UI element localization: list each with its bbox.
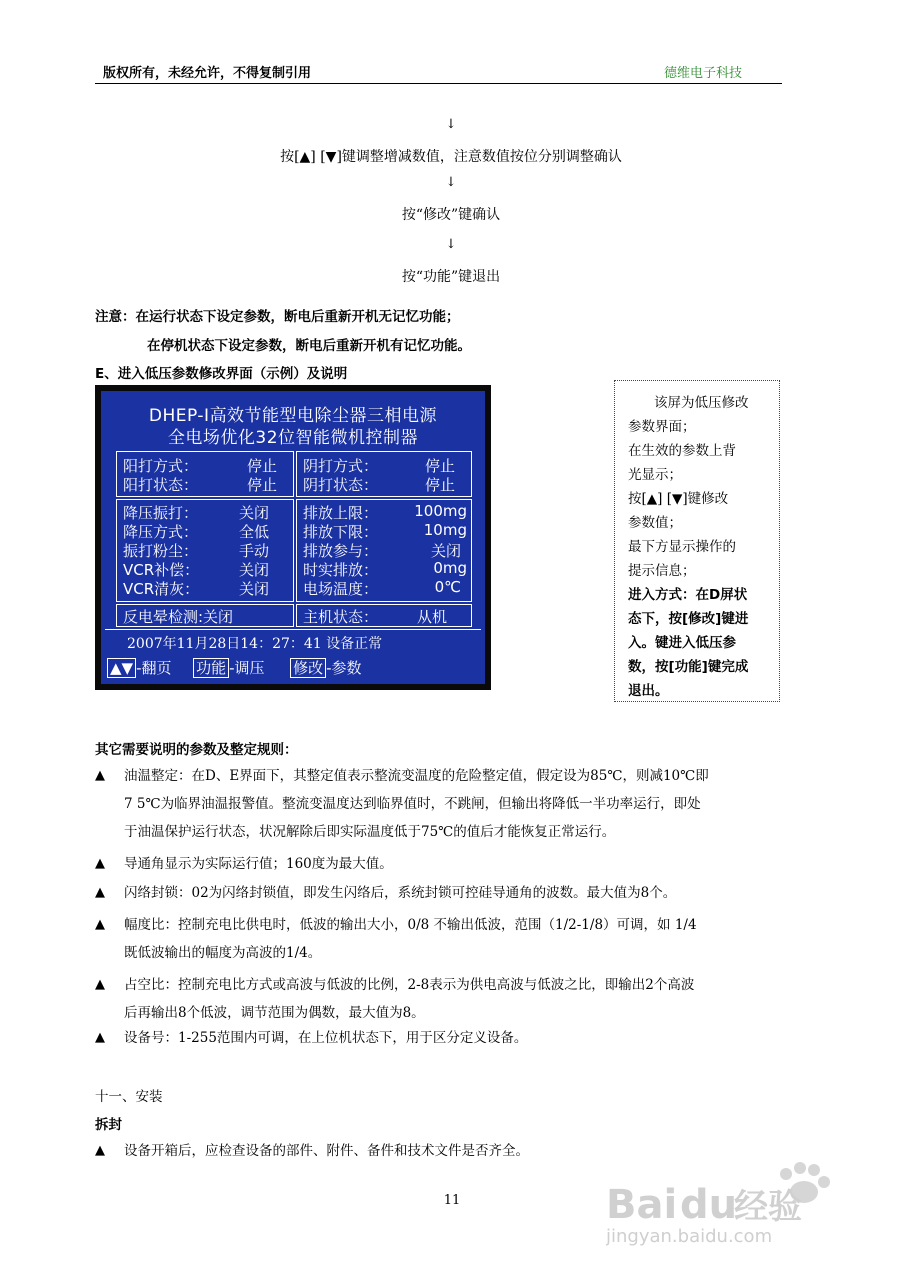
- panel-host-status: 主机状态： 从机: [296, 604, 472, 627]
- side-note: [614, 380, 780, 702]
- bullet-flashover-lock: ▲ 闪络封锁：02为闪络封锁值，即发生闪络后，系统封锁可控硅导通角的波数。最大值为8个。: [95, 879, 807, 907]
- header-copyright: 版权所有，未经允许，不得复制引用: [103, 66, 312, 81]
- lcd-title-1: DHEP-I高效节能型电除尘器三相电源: [148, 406, 438, 426]
- bullet-unpack: ▲ 设备开箱后，应检查设备的部件、附件、备件和技术文件是否齐全。: [95, 1137, 807, 1165]
- bullet-continuation: 后再输出8个低波，调节范围为偶数，最大值为8。: [124, 1005, 425, 1021]
- panel-back-corona: [116, 604, 294, 627]
- adjust-label: -调压: [229, 659, 265, 677]
- svg-text:Bai: Bai: [606, 1182, 678, 1228]
- panel-anode: 阳打方式： 停止 阳打状态： 停止: [116, 451, 294, 497]
- bullet-oil-temp: ▲ 油温整定：在D、E界面下，其整定值表示整流变温度的危险整定值，假定设为85℃，则减10℃即: [95, 762, 807, 790]
- page-number: 11: [443, 1193, 461, 1208]
- flow-arrow: ↓: [445, 237, 457, 252]
- side-note-line: 参数值；: [628, 515, 682, 531]
- bullet-device-number: ▲ 设备号：1-255范围内可调，在上位机状态下，用于区分定义设备。: [95, 1024, 807, 1052]
- side-note-line: 光显示；: [628, 467, 682, 483]
- side-note-line: 进入方式：在D屏状: [628, 587, 748, 603]
- side-note-line: 最下方显示操作的: [628, 539, 736, 555]
- section-e-title: E、进入低压参数修改界面（示例）及说明: [95, 366, 348, 382]
- side-note-line: 数，按[功能]键完成: [628, 659, 749, 675]
- lcd-title-2: 全电场优化32位智能微机控制器: [167, 428, 419, 448]
- lcd-status-bar: [105, 629, 481, 654]
- bullet-amplitude-ratio: ▲ 幅度比：控制充电比供电时，低波的输出大小，0/8 不输出低波，范围（1/2-1/8）可调，如 1/4: [95, 911, 807, 939]
- side-note-line: 提示信息；: [628, 563, 696, 579]
- side-note-line: 按[▲] [▼]键修改: [628, 491, 729, 507]
- lcd-row: 反电晕检测:关闭: [123, 608, 234, 626]
- side-note-line: 该屏为低压修改: [654, 395, 749, 411]
- page-arrows-key[interactable]: ▲▼: [107, 658, 136, 678]
- flow-step-confirm: 按“修改”键确认: [401, 207, 501, 223]
- triangle-bullet-icon: ▲: [95, 856, 105, 871]
- flow-arrow: ↓: [445, 117, 457, 132]
- bullet-continuation: 既低波输出的幅度为高波的1/4。: [124, 945, 322, 961]
- panel-low-voltage: 降压振打： 关闭 降压方式： 全低 振打粉尘： 手动 VCR补偿： 关闭 VCR清灰： 关闭: [116, 499, 294, 602]
- section-11-title: 十一、安装: [95, 1089, 163, 1105]
- side-note-line: 态下，按[修改]键进: [628, 611, 749, 627]
- flow-step-exit: 按“功能”键退出: [401, 269, 501, 285]
- header-divider: [95, 83, 782, 84]
- param-label: -参数: [326, 659, 362, 677]
- header-company: 德维电子科技: [664, 66, 743, 81]
- triangle-bullet-icon: ▲: [95, 768, 105, 783]
- flow-step-adjust: 按[▲] [▼]键调整增减数值，注意数值按位分别调整确认: [280, 149, 622, 165]
- side-note-line: 参数界面；: [628, 419, 696, 435]
- bullet-continuation: 7 5℃为临界油温报警值。整流变温度达到临界值时，不跳闸，但输出将降低一半功率运行，即处: [124, 796, 701, 812]
- side-note-line: 退出。: [628, 683, 669, 699]
- svg-text:du: du: [680, 1182, 738, 1228]
- bullet-duty-ratio: ▲ 占空比：控制充电比方式或高波与低波的比例，2-8表示为供电高波与低波之比，即输出2个高波: [95, 971, 807, 999]
- side-note-line: 在生效的参数上背: [628, 443, 736, 459]
- triangle-bullet-icon: ▲: [95, 885, 105, 900]
- triangle-bullet-icon: ▲: [95, 1143, 105, 1158]
- svg-text:经验: 经验: [734, 1187, 802, 1227]
- panel-emission: 排放上限： 100mg 排放下限： 10mg 排放参与： 关闭 时实排放： 0mg 电场温度： 0℃: [296, 499, 472, 602]
- triangle-bullet-icon: ▲: [95, 917, 105, 932]
- baidu-watermark-logo: [606, 1156, 846, 1246]
- lcd-datetime-status: 2007年11月28日14：27：41 设备正常: [127, 636, 383, 652]
- function-key[interactable]: 功能: [193, 658, 229, 678]
- flow-arrow: ↓: [445, 175, 457, 190]
- svg-text:jingyan.baidu.com: jingyan.baidu.com: [606, 1226, 773, 1246]
- bullet-conduction-angle: ▲ 导通角显示为实际运行值；160度为最大值。: [95, 850, 807, 878]
- side-note-line: 入。键进入低压参: [628, 635, 736, 651]
- other-params-title: 其它需要说明的参数及整定规则：: [95, 742, 298, 758]
- triangle-bullet-icon: ▲: [95, 977, 105, 992]
- notice-line-2: 在停机状态下设定参数，断电后重新开机有记忆功能。: [147, 338, 471, 354]
- modify-key[interactable]: 修改: [290, 658, 326, 678]
- triangle-bullet-icon: ▲: [95, 1030, 105, 1045]
- lcd-nav-bar: [107, 657, 362, 678]
- lcd-screen: [95, 385, 491, 690]
- page-label: -翻页: [136, 659, 172, 677]
- notice-line-1: 注意：在运行状态下设定参数，断电后重新开机无记忆功能；: [95, 309, 460, 325]
- panel-cathode: 阴打方式： 停止 阴打状态： 停止: [296, 451, 472, 497]
- unpack-title: 拆封: [95, 1117, 122, 1133]
- bullet-continuation: 于油温保护运行状态，状况解除后即实际温度低于75℃的值后才能恢复正常运行。: [124, 824, 616, 840]
